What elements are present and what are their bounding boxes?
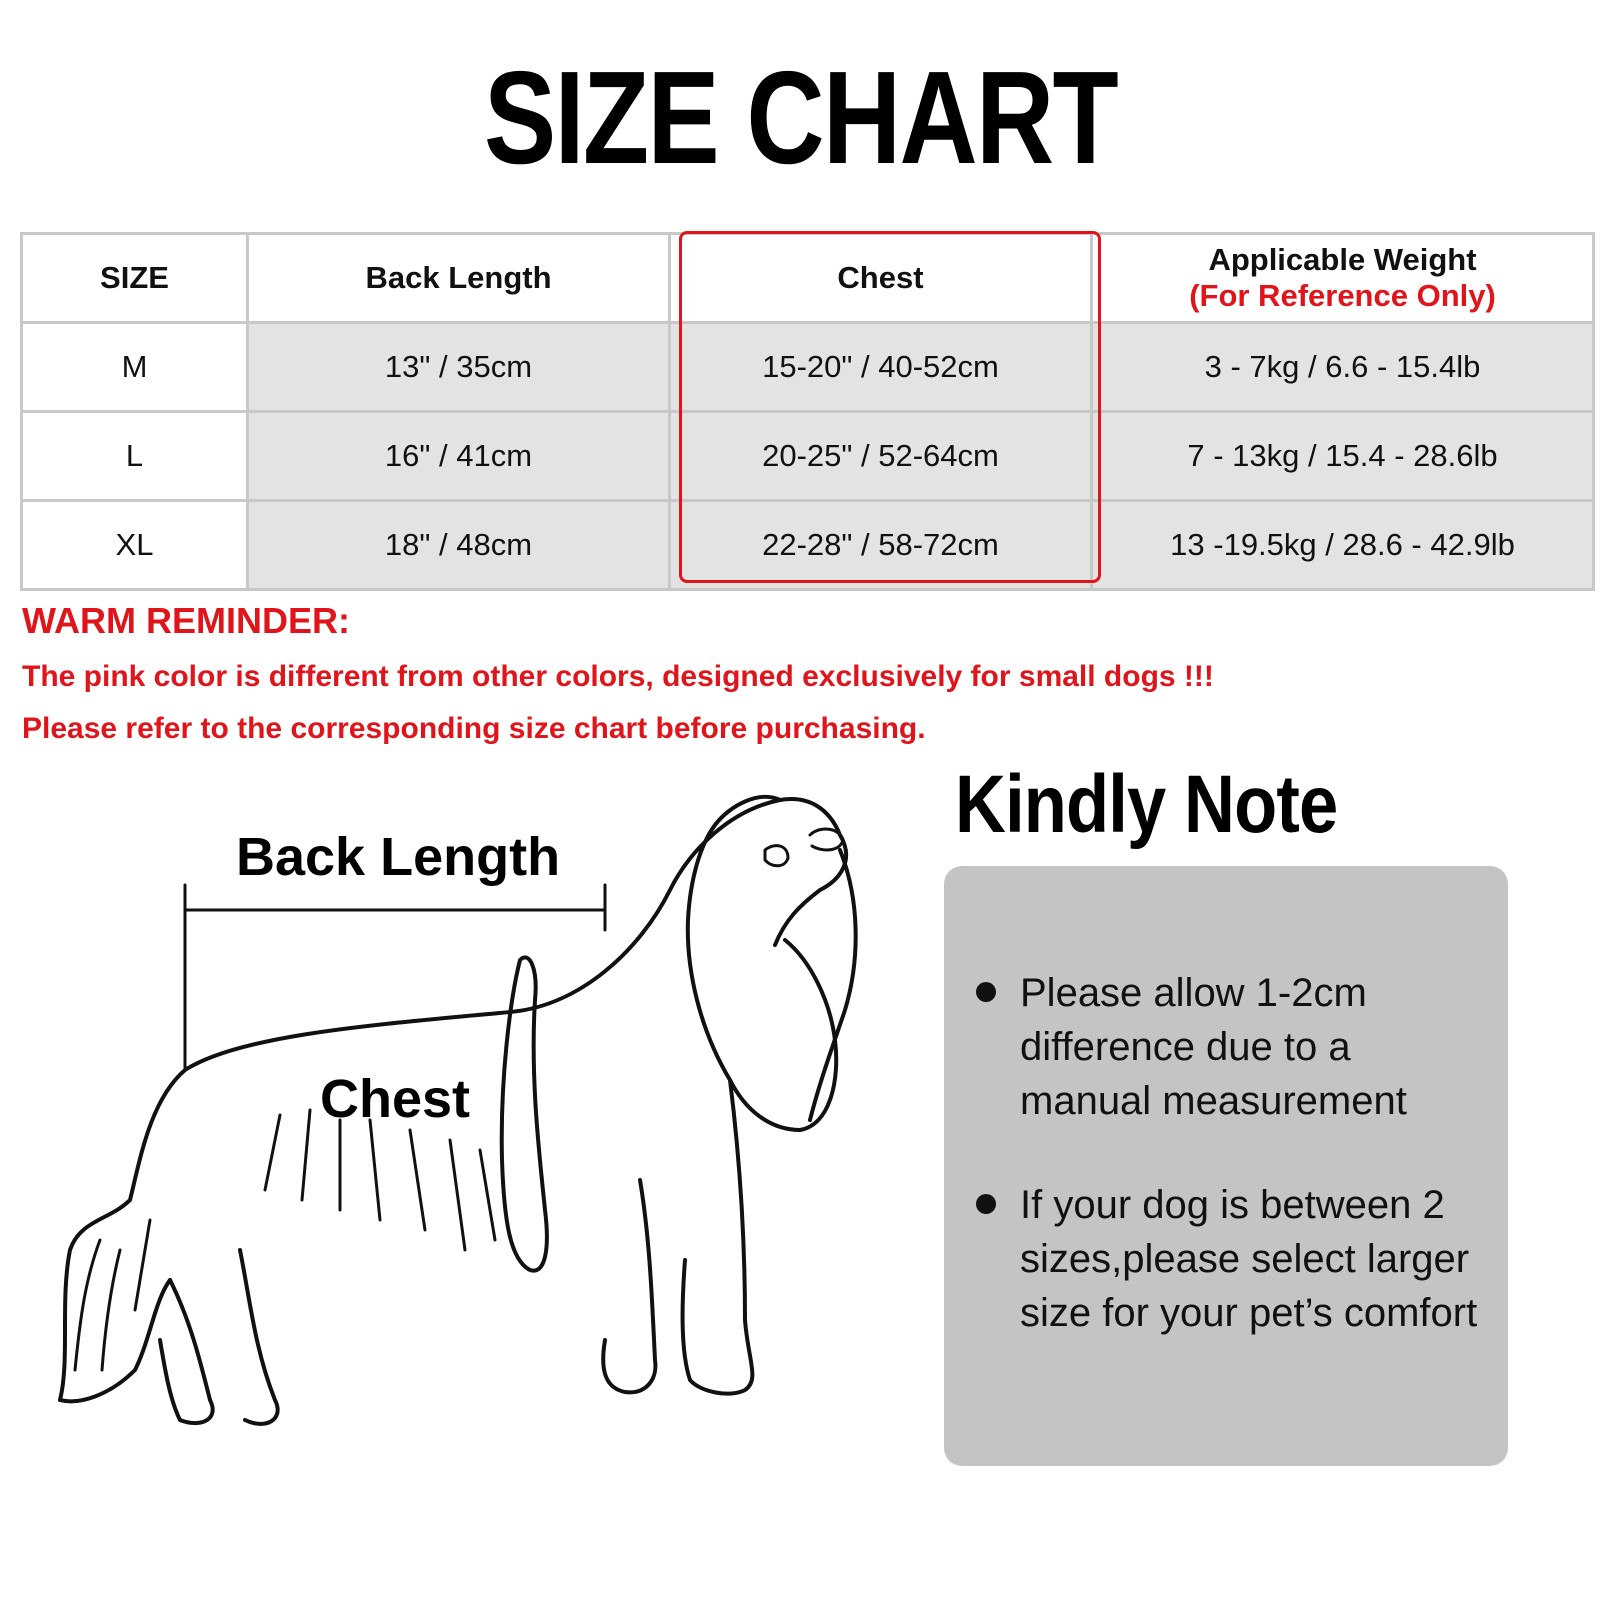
cell-chest: 22-28" / 58-72cm xyxy=(670,501,1092,590)
bullet-icon xyxy=(976,982,996,1002)
cell-size: M xyxy=(22,323,248,412)
dog-tail-fur xyxy=(75,1220,150,1370)
page-title: SIZE CHART xyxy=(483,44,1118,191)
dog-rear-leg-2 xyxy=(240,1250,278,1424)
cell-back-length: 16" / 41cm xyxy=(248,412,670,501)
chest-label: Chest xyxy=(320,1069,471,1129)
back-length-label: Back Length xyxy=(236,827,561,887)
dog-front-leg xyxy=(683,1080,753,1394)
warm-reminder-heading: WARM REMINDER: xyxy=(22,600,350,641)
warm-reminder-line-2: Please refer to the corresponding size chart before purchasing. xyxy=(22,712,926,745)
cell-chest: 20-25" / 52-64cm xyxy=(670,412,1092,501)
chest-column-highlight xyxy=(679,231,1101,583)
header-size: SIZE xyxy=(22,234,248,323)
note-item-text: Please allow 1-2cm difference due to a manual measurement xyxy=(1020,971,1407,1123)
cell-weight: 3 - 7kg / 6.6 - 15.4lb xyxy=(1092,323,1594,412)
header-weight-label: Applicable Weight xyxy=(1208,242,1477,277)
header-weight-note: (For Reference Only) xyxy=(1189,278,1496,313)
header-chest: Chest xyxy=(670,234,1092,323)
kindly-note-box xyxy=(944,866,1508,1466)
cell-size: L xyxy=(22,412,248,501)
note-item xyxy=(1020,966,1480,1128)
dog-front-leg-2 xyxy=(603,1180,655,1392)
cell-size: XL xyxy=(22,501,248,590)
header-back-length: Back Length xyxy=(248,234,670,323)
note-item-text: If your dog is between 2 sizes,please select larger size for your pet’s comfort xyxy=(1020,1183,1478,1335)
dog-eye xyxy=(765,846,788,866)
dog-rear-outline xyxy=(60,1070,185,1401)
header-weight xyxy=(1092,234,1594,323)
cell-back-length: 18" / 48cm xyxy=(248,501,670,590)
dog-nose xyxy=(810,829,843,850)
dog-rear-leg xyxy=(160,1280,213,1423)
cell-weight: 7 - 13kg / 15.4 - 28.6lb xyxy=(1092,412,1594,501)
cell-chest: 15-20" / 40-52cm xyxy=(670,323,1092,412)
note-item xyxy=(1020,1178,1480,1340)
kindly-note-heading: Kindly Note xyxy=(955,759,1338,850)
cell-back-length: 13" / 35cm xyxy=(248,323,670,412)
bullet-icon xyxy=(976,1194,996,1214)
warm-reminder-line-1: The pink color is different from other colors, designed exclusively for small dogs !!! xyxy=(22,660,1214,693)
cell-weight: 13 -19.5kg / 28.6 - 42.9lb xyxy=(1092,501,1594,590)
dog-belly-fur xyxy=(265,1110,495,1250)
